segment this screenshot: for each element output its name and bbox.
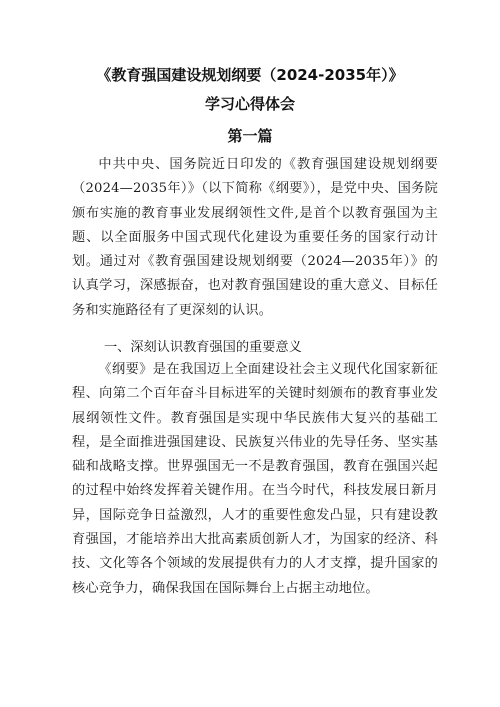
section-heading: 一、深刻认识教育强国的重要意义: [104, 340, 302, 355]
paragraph-intro: 中共中央、国务院近日印发的《教育强国建设规划纲要（2024—2035年）》（以下简称《纲要》），是党中央、国务院颁布实施的教育事业发展纲领性文件,是首个以教育强国为主题、以全面服务中国式现代化建设为重要任务的国家行动计划。通过对《教育强国建设规划纲要（2024—2035年）》的认真学习，深感振奋，也对教育强国建设的重大意义、目标任务和实施路径有了更深刻的认识。: [72, 157, 438, 318]
section-label: 第一篇: [227, 127, 273, 145]
document-subtitle: 学习心得体会: [204, 95, 295, 113]
document-title: 《教育强国建设规划纲要（2024-2035年）》: [96, 66, 404, 84]
paragraph-significance: 《纲要》是在我国迈上全面建设社会主义现代化国家新征程、向第二个百年奋斗目标进军的关键时刻颁布的教育事业发展纲领性文件。教育强国是实现中华民族伟大复兴的基础工程，是全面推进强国建设、民族复兴伟业的先导任务、坚实基础和战略支撑。世界强国无一不是教育强国，教育在强国兴起的过程中始终发挥着关键作用。在当今时代，科技发展日新月异，国际竞争日益激烈，人才的重要性愈发凸显，只有建设教育强国，才能培养出大批高素质创新人才，为国家的经济、科技、文化等各个领域的发展提供有力的人才支撑，提升国家的核心竞争力，确保我国在国际舞台上占据主动地位。: [72, 362, 438, 596]
